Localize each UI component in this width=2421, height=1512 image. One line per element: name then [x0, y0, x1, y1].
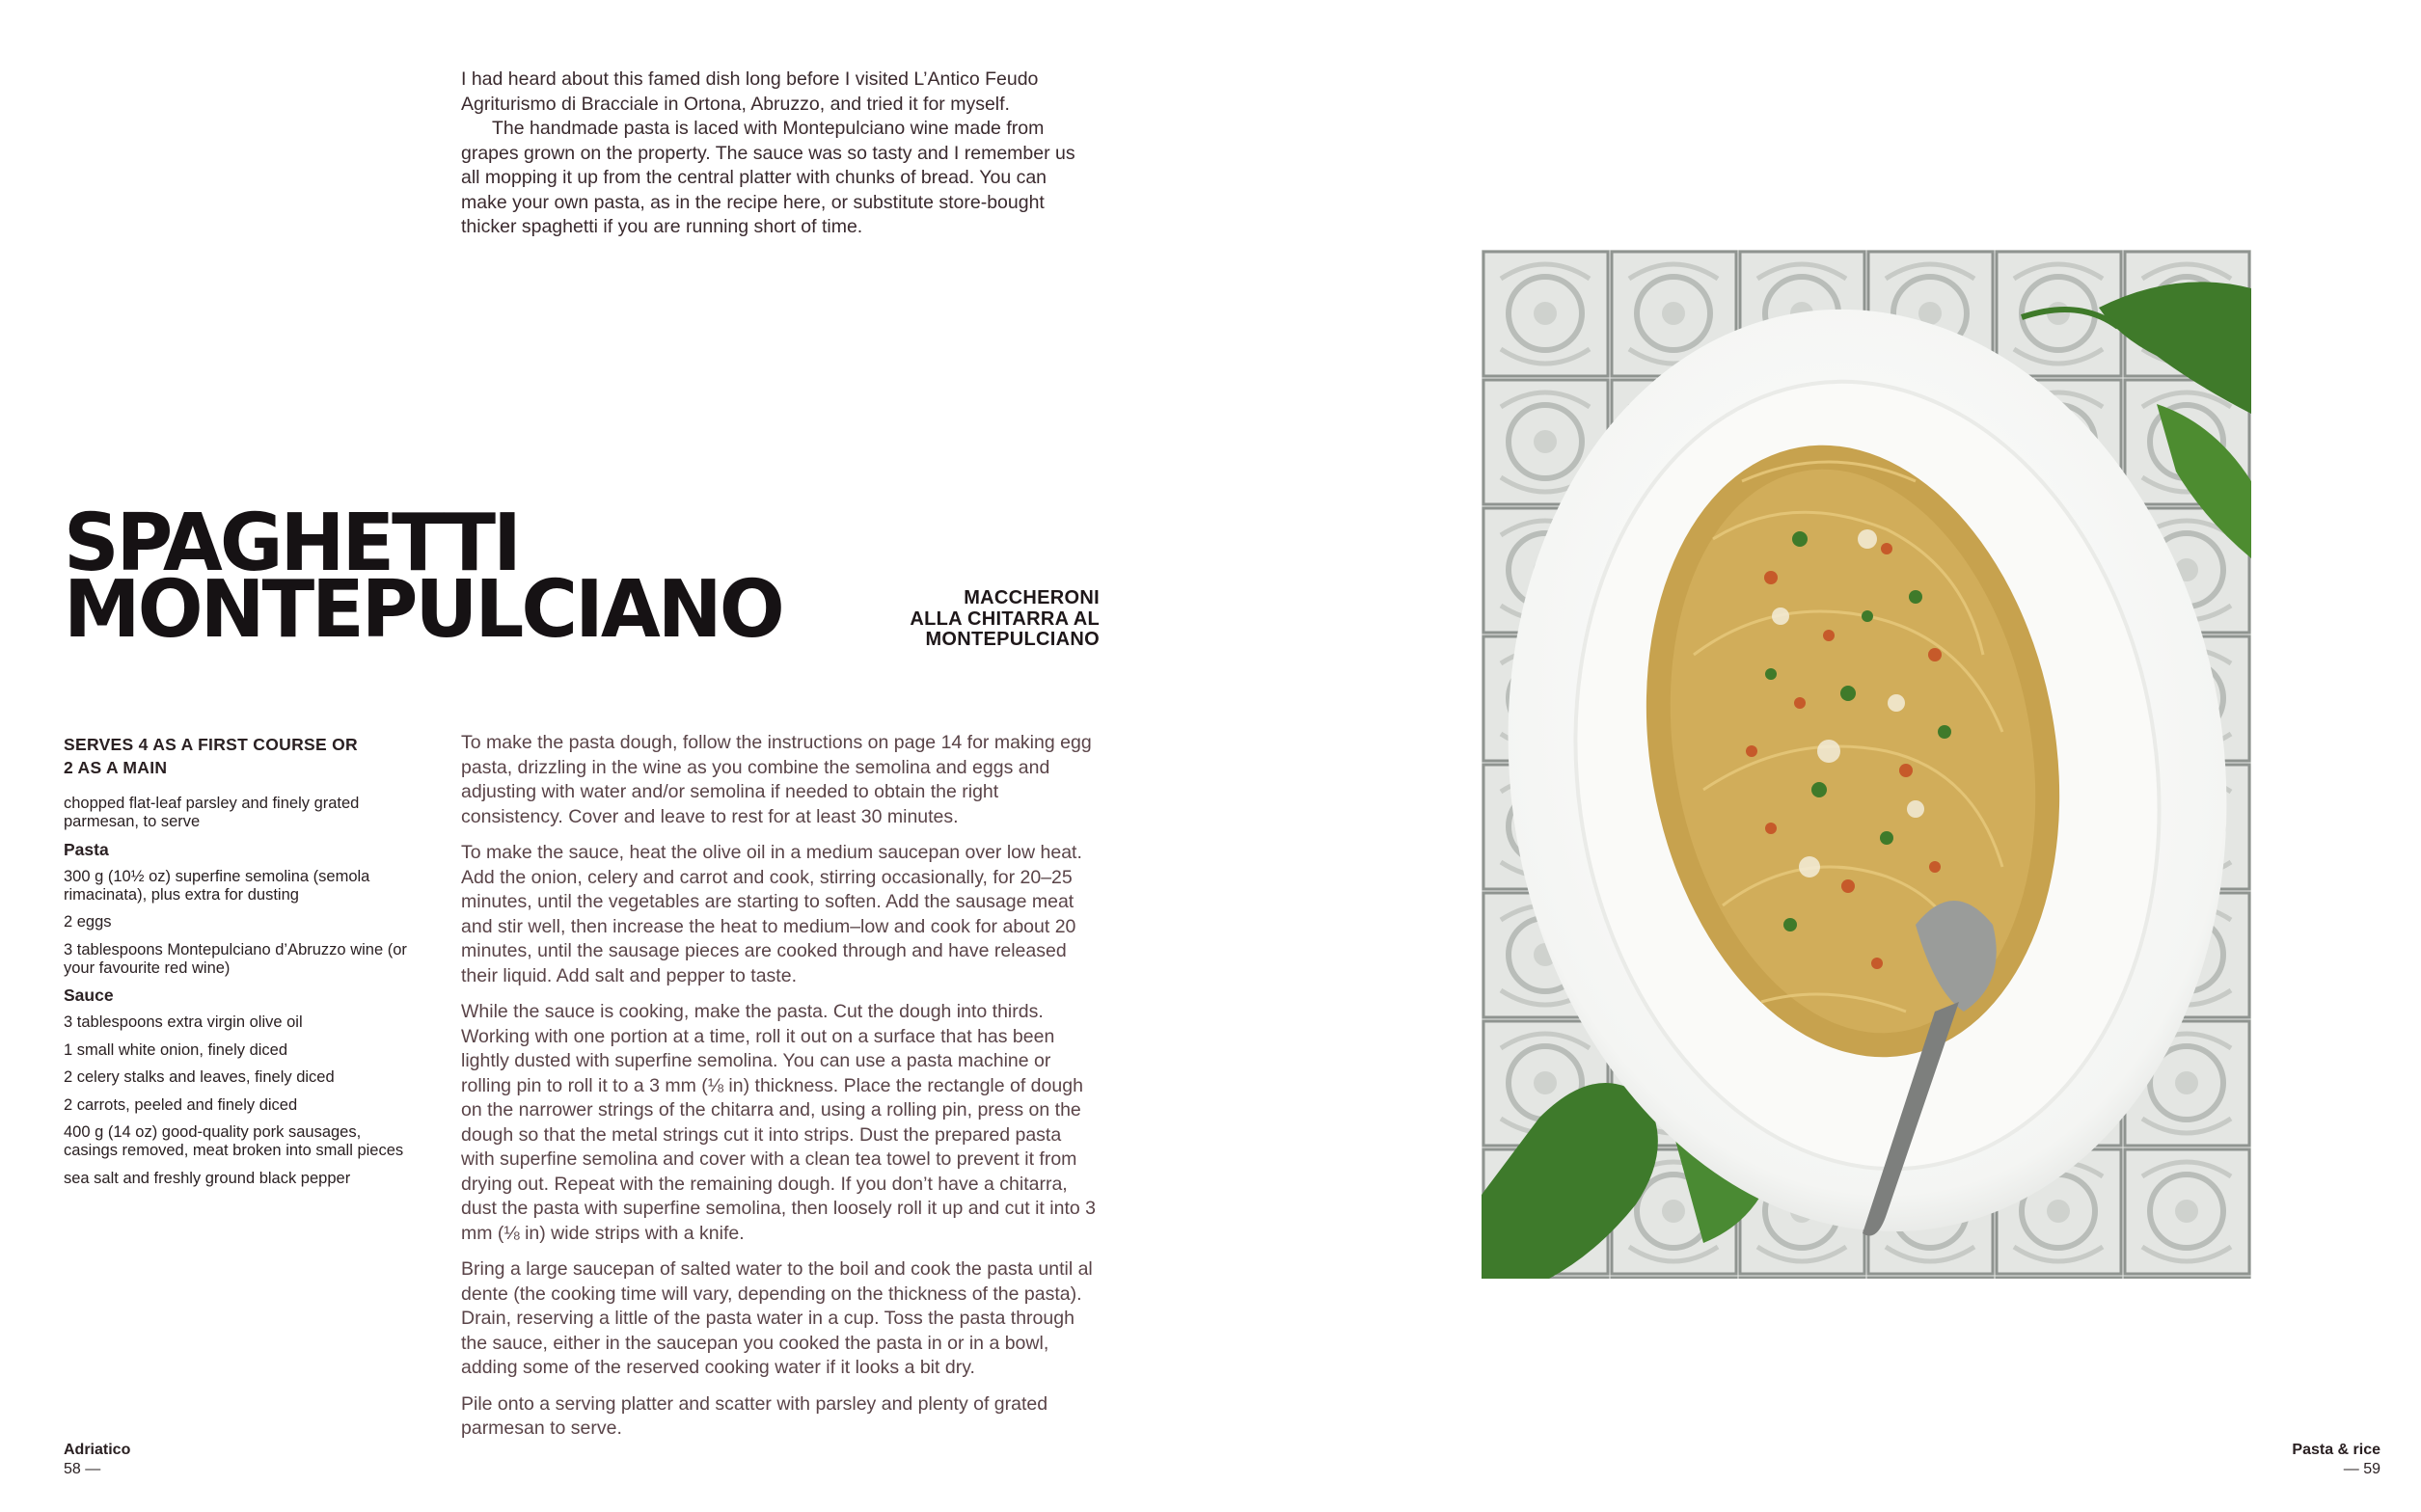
to-serve-ingredient: chopped flat-leaf parsley and finely grated parmesan, to serve: [64, 795, 360, 830]
method-text: [461, 731, 1098, 1453]
ingredient-item: 1 small white onion, finely diced: [64, 1040, 288, 1059]
ingredient-item: 3 tablespoons Montepulciano d’Abruzzo wine (or your favourite red wine): [64, 940, 407, 977]
serves-line-2: 2 AS A MAIN: [64, 758, 168, 777]
chapter-name: Pasta & rice: [2292, 1442, 2380, 1458]
sauce-heading: Sauce: [64, 986, 114, 1005]
method-step-3: While the sauce is cooking, make the pasta. Cut the dough into thirds. Working with one portion at a time, roll it out on a surface that has been lightly dusted with superfine semolina. You can use a pasta machine or rolling pin to roll it to a 3 mm (⅛ in) thickness. Place the rectangle of dough on the narrower strings of the chitarra and, using a rolling pin, press on the dough so that the metal strings cut it into strips. Dust the prepared pasta with superfine semolina and cover with a clean tea towel to prevent it from drying out. Repeat with the remaining dough. If you don’t have a chitarra, dust the pasta with superfine semolina, then loosely roll it up and cut it into 3 mm (⅛ in) wide strips with a knife.: [461, 1001, 1096, 1244]
serves-line-1: SERVES 4 AS A FIRST COURSE OR: [64, 735, 358, 754]
ingredient-item: 300 g (10½ oz) superfine semolina (semola rimacinata), plus extra for dusting: [64, 867, 370, 904]
ingredient-item: 2 celery stalks and leaves, finely diced: [64, 1068, 335, 1086]
intro-text: [461, 68, 1098, 240]
method-step-4: Bring a large saucepan of salted water to the boil and cook the pasta until al dente (the cooking time will vary, depending on the thickness of the pasta). Drain, reserving a little of the pasta water in a cup. Toss the pasta through the sauce, either in the saucepan you cooked the pasta in or in a bowl, adding some of the reserved cooking water if it looks a bit dry.: [461, 1258, 1093, 1378]
ingredient-item: sea salt and freshly ground black pepper: [64, 1169, 351, 1187]
recipe-title-line-1: SPAGHETTI: [64, 497, 519, 589]
recipe-title: [64, 497, 782, 656]
footer-right: [2292, 1441, 2380, 1479]
recipe-photo: [1482, 250, 2251, 1279]
pasta-heading: Pasta: [64, 839, 109, 859]
ingredients-list: [64, 733, 411, 1197]
footer-left: [64, 1441, 130, 1479]
method-step-5: Pile onto a serving platter and scatter with parsley and plenty of grated parmesan to serve.: [461, 1392, 1048, 1439]
italian-title: [849, 588, 1100, 651]
serves-note: [64, 733, 411, 779]
italian-title-line-2: ALLA CHITARRA AL: [910, 608, 1100, 630]
ingredient-item: 2 eggs: [64, 913, 112, 931]
page-number-right: — 59: [2343, 1461, 2380, 1477]
ingredient-item: 3 tablespoons extra virgin olive oil: [64, 1013, 303, 1031]
ingredient-item: 400 g (14 oz) good-quality pork sausages, casings removed, meat broken into small pieces: [64, 1123, 404, 1159]
italian-title-line-1: MACCHERONI: [964, 587, 1100, 608]
ingredient-item: 2 carrots, peeled and finely diced: [64, 1095, 298, 1114]
spaghetti-platter-illustration: [1482, 250, 2251, 1279]
method-step-2: To make the sauce, heat the olive oil in a medium saucepan over low heat. Add the onion, celery and carrot and cook, stirring occasionally, for 20–25 minutes, until the vegetables are starting to soften. Add the sausage meat and stir well, then increase the heat to medium–low and cook for about 20 minutes, until the sausage pieces are cooked through and have released their liquid. Add salt and pepper to taste.: [461, 842, 1082, 986]
method-step-1: To make the pasta dough, follow the instructions on page 14 for making egg pasta, drizzling in the wine as you combine the semolina and eggs and adjusting with water and/or semolina if needed to obtain the right consistency. Cover and leave to rest for at least 30 minutes.: [461, 732, 1092, 827]
book-section-name: Adriatico: [64, 1442, 131, 1458]
italian-title-line-3: MONTEPULCIANO: [925, 629, 1100, 650]
intro-paragraph-1: I had heard about this famed dish long before I visited L’Antico Feudo Agriturismo di Bracciale in Ortona, Abruzzo, and tried it for myself.: [461, 68, 1039, 115]
page-number-left: 58 —: [64, 1461, 101, 1477]
intro-paragraph-2: The handmade pasta is laced with Montepulciano wine made from grapes grown on the property. The sauce was so tasty and I remember us all mopping it up from the central platter with chunks of bread. You can make your own pasta, as in the recipe here, or substitute store-bought thicker spaghetti if you are running short of time.: [461, 118, 1075, 237]
recipe-title-line-2: MONTEPULCIANO: [64, 563, 782, 656]
